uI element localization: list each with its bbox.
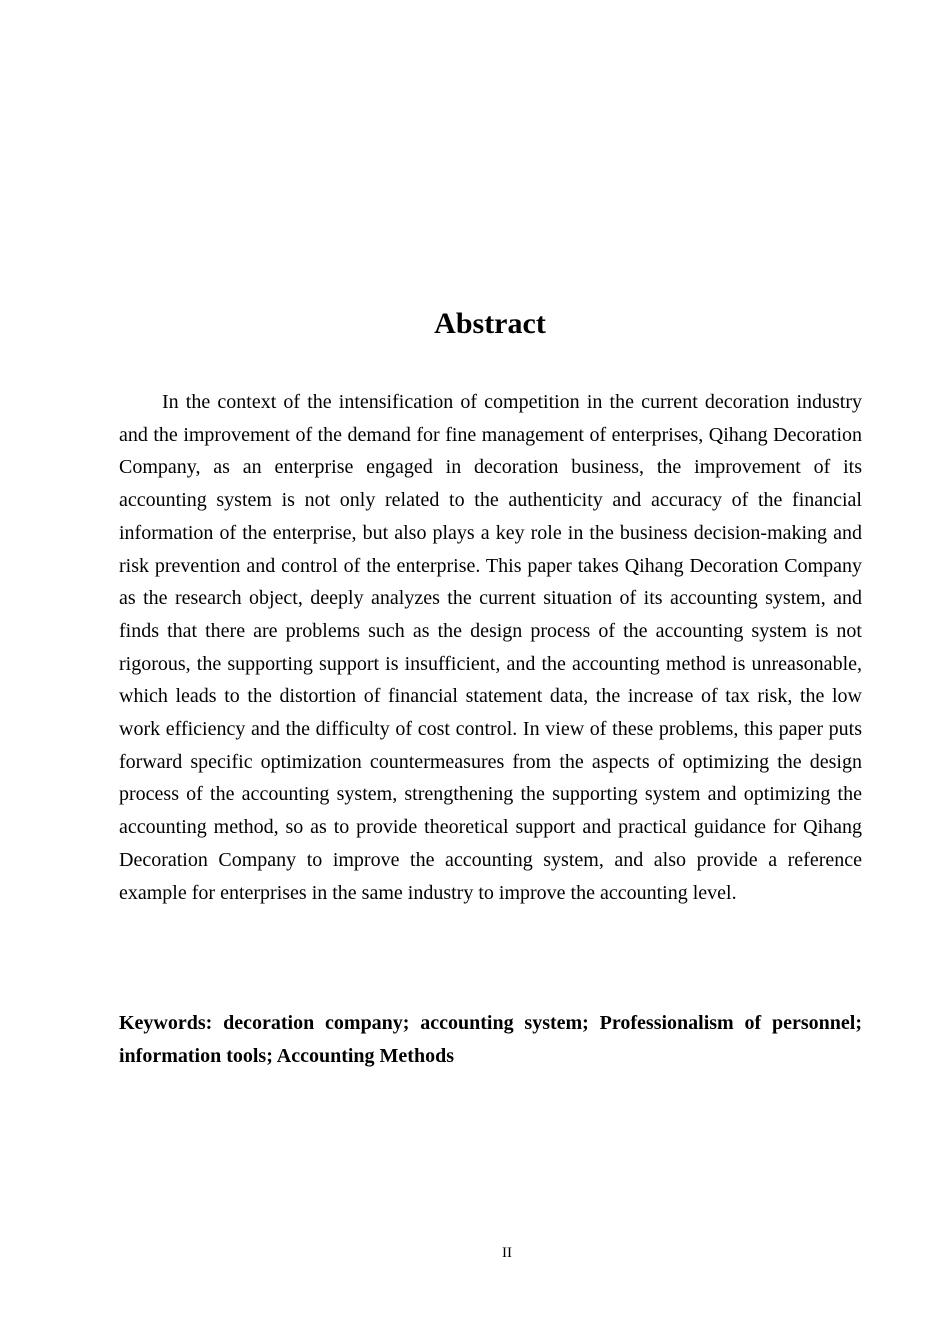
- page-number: II: [502, 1245, 512, 1261]
- abstract-title: Abstract: [434, 307, 546, 340]
- keywords-line: Keywords: decoration company; accounting system; Professionalism of personnel; information tools; Accounting Methods: [119, 1012, 862, 1067]
- abstract-paragraph: In the context of the intensification of competition in the current decoration industry and the improvement of the demand for fine management of enterprises, Qihang Decoration Company, as an enterprise engaged in decoration business, the improvement of its accounting system is not only related to the authenticity and accuracy of the financial information of the enterprise, but also plays a key role in the business decision-making and risk prevention and control of the enterprise. This paper takes Qihang Decoration Company as the research object, deeply analyzes the current situation of its accounting system, and finds that there are problems such as the design process of the accounting system is not rigorous, the supporting support is insufficient, and the accounting method is unreasonable, which leads to the distortion of financial statement data, the increase of tax risk, the low work efficiency and the difficulty of cost control. In view of these problems, this paper puts forward specific optimization countermeasures from the aspects of optimizing the design process of the accounting system, strengthening the supporting system and optimizing the accounting method, so as to provide theoretical support and practical guidance for Qihang Decoration Company to improve the accounting system, and also provide a reference example for enterprises in the same industry to improve the accounting level.: [119, 391, 862, 904]
